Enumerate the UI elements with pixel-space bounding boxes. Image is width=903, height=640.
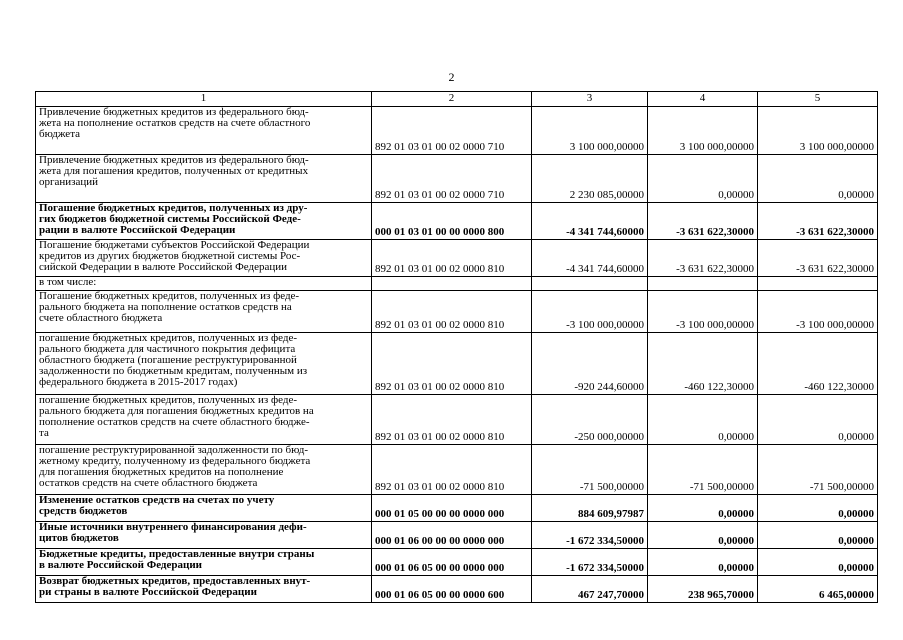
row-value-col4: 3 100 000,00000 [648, 107, 758, 155]
table-row [36, 522, 878, 549]
description-line: гих бюджетов бюджетной системы Российской Феде- [39, 213, 301, 225]
table-row [36, 277, 878, 291]
description-line: ри страны в валюте Российской Федерации [39, 586, 257, 598]
row-value-col3 [532, 277, 648, 291]
row-value-col3: -920 244,60000 [532, 333, 648, 395]
row-code: 892 01 03 01 00 02 0000 810 [372, 291, 532, 333]
row-value-col5: -3 100 000,00000 [758, 291, 878, 333]
row-code: 000 01 06 00 00 00 0000 000 [372, 522, 532, 549]
description-line: Изменение остатков средств на счетах по учету [39, 494, 275, 506]
table-row [36, 240, 878, 277]
description-line: пополнение остатков средств на счете областного бюдже- [39, 416, 310, 428]
row-value-col5: 3 100 000,00000 [758, 107, 878, 155]
row-value-col5: -71 500,00000 [758, 445, 878, 495]
description-line: погашение бюджетных кредитов, полученных из феде- [39, 332, 298, 344]
row-value-col5: 0,00000 [758, 155, 878, 203]
row-code: 892 01 03 01 00 02 0000 810 [372, 240, 532, 277]
row-value-col3: -250 000,00000 [532, 395, 648, 445]
description-line: рального бюджета для погашения бюджетных кредитов на [39, 405, 314, 417]
row-value-col4: -460 122,30000 [648, 333, 758, 395]
header-col-4: 4 [648, 92, 758, 107]
row-value-col5 [758, 277, 878, 291]
row-code: 000 01 06 05 00 00 0000 600 [372, 576, 532, 603]
row-description [36, 576, 372, 603]
row-code: 892 01 03 01 00 02 0000 710 [372, 107, 532, 155]
description-line: Погашение бюджетами субъектов Российской Федерации [39, 239, 310, 251]
row-value-col3: -71 500,00000 [532, 445, 648, 495]
description-line: Привлечение бюджетных кредитов из федерального бюд- [39, 154, 309, 166]
row-value-col3: -4 341 744,60000 [532, 240, 648, 277]
description-line: областного бюджета (погашение реструктурированной [39, 354, 297, 366]
row-value-col3: -1 672 334,50000 [532, 549, 648, 576]
description-line: в том числе: [39, 276, 97, 288]
description-line: рального бюджета для частичного покрытия дефицита [39, 343, 296, 355]
row-value-col5: -460 122,30000 [758, 333, 878, 395]
row-value-col3: 3 100 000,00000 [532, 107, 648, 155]
row-description [36, 107, 372, 155]
row-description [36, 155, 372, 203]
description-line: федерального бюджета в 2015-2017 годах) [39, 376, 238, 388]
row-description [36, 395, 372, 445]
row-code: 000 01 06 05 00 00 0000 000 [372, 549, 532, 576]
row-value-col5: -3 631 622,30000 [758, 240, 878, 277]
row-value-col4: 0,00000 [648, 155, 758, 203]
table-header-row [36, 92, 878, 107]
row-code: 000 01 03 01 00 00 0000 800 [372, 203, 532, 240]
table-row [36, 203, 878, 240]
description-line: в валюте Российской Федерации [39, 559, 203, 571]
row-value-col4 [648, 277, 758, 291]
description-line: та [39, 427, 49, 439]
row-value-col3: 467 247,70000 [532, 576, 648, 603]
header-col-2: 2 [372, 92, 532, 107]
row-value-col4: -71 500,00000 [648, 445, 758, 495]
description-line: средств бюджетов [39, 505, 128, 517]
row-value-col3: -4 341 744,60000 [532, 203, 648, 240]
description-line: рального бюджета на пополнение остатков средств на [39, 301, 292, 313]
description-line: Бюджетные кредиты, предоставленные внутри страны [39, 548, 315, 560]
table-row [36, 107, 878, 155]
row-value-col4: -3 631 622,30000 [648, 203, 758, 240]
row-value-col5: 0,00000 [758, 495, 878, 522]
description-line: рации в валюте Российской Федерации [39, 224, 236, 236]
description-line: для погашения бюджетных кредитов на пополнение [39, 466, 284, 478]
description-line: цитов бюджетов [39, 532, 119, 544]
row-value-col4: 0,00000 [648, 522, 758, 549]
description-line: погашение бюджетных кредитов, полученных из феде- [39, 394, 298, 406]
row-value-col5: -3 631 622,30000 [758, 203, 878, 240]
description-line: кредитов из других бюджетов бюджетной системы Рос- [39, 250, 301, 262]
table-row [36, 395, 878, 445]
row-value-col4: 0,00000 [648, 549, 758, 576]
description-line: жета на пополнение остатков средств на счете областного [39, 117, 311, 129]
row-value-col4: 238 965,70000 [648, 576, 758, 603]
row-value-col4: 0,00000 [648, 395, 758, 445]
row-value-col5: 0,00000 [758, 549, 878, 576]
description-line: остатков средств на счете областного бюджета [39, 477, 258, 489]
row-code: 892 01 03 01 00 02 0000 810 [372, 395, 532, 445]
budget-sources-table [35, 91, 878, 603]
row-value-col5: 6 465,00000 [758, 576, 878, 603]
row-description [36, 240, 372, 277]
description-line: Погашение бюджетных кредитов, полученных из дру- [39, 202, 308, 214]
page-number: 2 [448, 70, 455, 84]
description-line: сийской Федерации в валюте Российской Федерации [39, 261, 288, 273]
table-row [36, 445, 878, 495]
row-value-col5: 0,00000 [758, 395, 878, 445]
description-line: организаций [39, 176, 99, 188]
row-value-col3: 2 230 085,00000 [532, 155, 648, 203]
row-description [36, 291, 372, 333]
row-value-col5: 0,00000 [758, 522, 878, 549]
description-line: Погашение бюджетных кредитов, полученных из феде- [39, 290, 300, 302]
description-line: Возврат бюджетных кредитов, предоставленных внут- [39, 575, 311, 587]
description-line: Иные источники внутреннего финансирования дефи- [39, 521, 307, 533]
row-value-col4: 0,00000 [648, 495, 758, 522]
row-value-col3: -1 672 334,50000 [532, 522, 648, 549]
description-line: жетному кредиту, полученному из федерального бюджета [39, 455, 311, 467]
description-line: задолженности по бюджетным кредитам, полученным из [39, 365, 308, 377]
table-row [36, 291, 878, 333]
header-col-5: 5 [758, 92, 878, 107]
table-row [36, 549, 878, 576]
row-code: 892 01 03 01 00 02 0000 810 [372, 333, 532, 395]
description-line: погашение реструктурированной задолженности по бюд- [39, 444, 308, 456]
row-value-col4: -3 100 000,00000 [648, 291, 758, 333]
row-description [36, 445, 372, 495]
row-description [36, 333, 372, 395]
row-value-col4: -3 631 622,30000 [648, 240, 758, 277]
table-row [36, 576, 878, 603]
table-row [36, 495, 878, 522]
header-col-3: 3 [532, 92, 648, 107]
row-value-col3: 884 609,97987 [532, 495, 648, 522]
description-line: жета для погашения кредитов, полученных от кредитных [39, 165, 309, 177]
row-code: 892 01 03 01 00 02 0000 810 [372, 445, 532, 495]
table-row [36, 333, 878, 395]
description-line: счете областного бюджета [39, 312, 163, 324]
row-description [36, 549, 372, 576]
row-description [36, 277, 372, 291]
description-line: бюджета [39, 128, 81, 140]
header-col-1: 1 [36, 92, 372, 107]
row-description [36, 203, 372, 240]
row-code [372, 277, 532, 291]
row-code: 000 01 05 00 00 00 0000 000 [372, 495, 532, 522]
row-description [36, 522, 372, 549]
table-row [36, 155, 878, 203]
row-value-col3: -3 100 000,00000 [532, 291, 648, 333]
description-line: Привлечение бюджетных кредитов из федерального бюд- [39, 106, 309, 118]
row-description [36, 495, 372, 522]
row-code: 892 01 03 01 00 02 0000 710 [372, 155, 532, 203]
